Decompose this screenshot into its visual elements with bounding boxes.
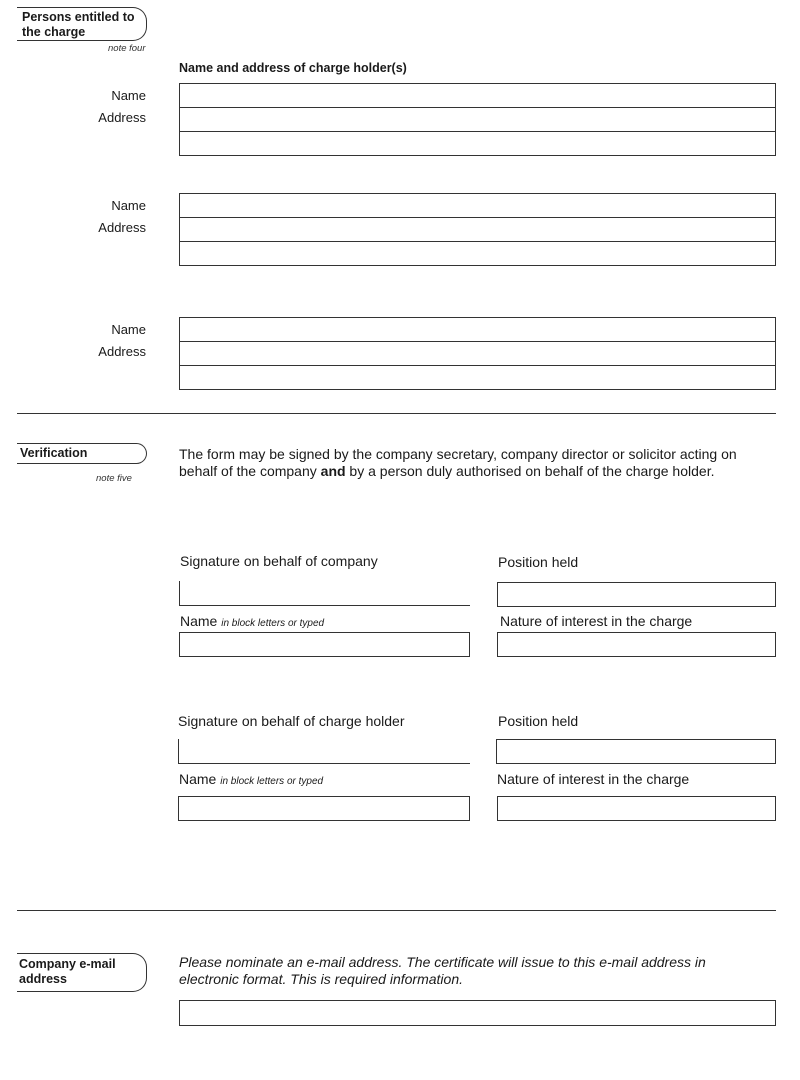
verification-intro: The form may be signed by the company secretary, company director or solicitor acting on behalf of the company and by a person duly authorised on behalf of the charge holder. <box>179 446 737 479</box>
company-interest-field[interactable] <box>497 632 776 657</box>
holder-interest-label: Nature of interest in the charge <box>497 771 690 787</box>
section-divider <box>17 413 776 414</box>
holder-2-address-label: Address <box>98 220 146 235</box>
holder-name-hint: in block letters or typed <box>220 776 324 787</box>
section-divider-2 <box>17 910 776 911</box>
section-tab-persons-label: Persons entitled to the charge <box>22 10 135 39</box>
holder-1-address-line-1-field[interactable] <box>179 107 776 132</box>
company-interest-label: Nature of interest in the charge <box>500 613 693 629</box>
company-name-hint: in block letters or typed <box>221 618 325 629</box>
section-tab-verification-label: Verification <box>20 446 88 460</box>
holder-2-address-line-2-field[interactable] <box>179 241 776 266</box>
holder-2-address-line-1-field[interactable] <box>179 217 776 242</box>
company-position-field[interactable] <box>497 582 776 607</box>
note-five: note five <box>96 473 132 484</box>
holder-signature-label: Signature on behalf of charge holder <box>178 713 405 729</box>
section-tab-verification <box>17 443 147 464</box>
company-position-label: Position held <box>498 554 579 570</box>
holder-position-label: Position held <box>498 713 579 729</box>
holder-2-name-field[interactable] <box>179 193 776 218</box>
holder-1-address-label: Address <box>98 110 146 125</box>
note-four: note four <box>108 43 146 54</box>
company-name-label: Name in block letters or typed <box>180 613 325 629</box>
holder-3-address-line-1-field[interactable] <box>179 341 776 366</box>
company-signature-field[interactable] <box>179 581 470 606</box>
holder-position-field[interactable] <box>496 739 776 764</box>
holder-interest-field[interactable] <box>497 796 776 821</box>
holder-1-name-field[interactable] <box>179 83 776 108</box>
company-name-field[interactable] <box>179 632 470 657</box>
charge-holders-heading: Name and address of charge holder(s) <box>179 61 407 75</box>
holder-3-address-label: Address <box>98 344 146 359</box>
section-tab-persons <box>17 7 147 41</box>
holder-2-name-label: Name <box>111 198 146 213</box>
holder-3-name-field[interactable] <box>179 317 776 342</box>
holder-name-label: Name in block letters or typed <box>179 771 324 787</box>
section-tab-email-label: Company e-mail address <box>19 957 116 986</box>
company-signature-label: Signature on behalf of company <box>180 553 378 569</box>
holder-3-name-label: Name <box>111 322 146 337</box>
email-intro: Please nominate an e-mail address. The certificate will issue to this e-mail address in electronic format. This is required information. <box>179 954 706 987</box>
holder-1-name-label: Name <box>111 88 146 103</box>
holder-1-address-line-2-field[interactable] <box>179 131 776 156</box>
holder-signature-field[interactable] <box>178 739 470 764</box>
holder-3-address-line-2-field[interactable] <box>179 365 776 390</box>
email-field[interactable] <box>179 1000 776 1026</box>
holder-name-field[interactable] <box>178 796 470 821</box>
section-tab-email <box>17 953 147 992</box>
